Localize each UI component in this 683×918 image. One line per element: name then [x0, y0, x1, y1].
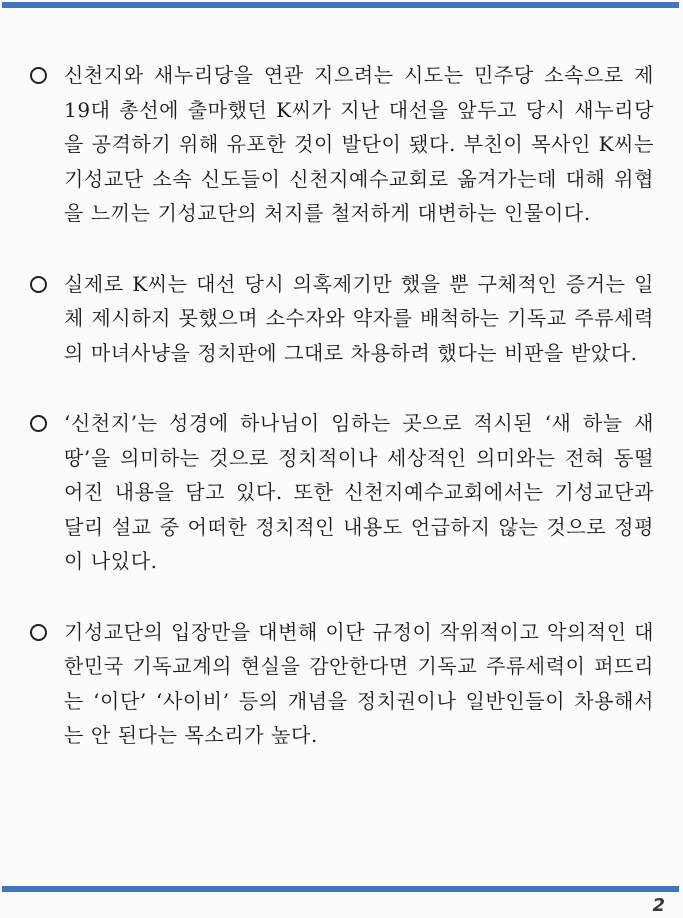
paragraph-text: ‘신천지’는 성경에 하나님이 임하는 곳으로 적시된 ‘새 하늘 새 땅’을 의미하는 것으로 정치적이나 세상적인 의미와는 전혀 동떨어진 내용을 담고 있다. 또한 신천지예수교회에서는 기성교단과 달리 설교 중 어떠한 정치적인 내용도 언급하지 않는 것으로 정평이 나있다.: [64, 411, 654, 573]
bullet-paragraph-1: [24, 58, 654, 231]
circle-bullet-icon: [30, 415, 47, 432]
circle-bullet-icon: [30, 67, 47, 84]
bullet-paragraph-3: [24, 406, 654, 579]
top-rule: [2, 2, 679, 8]
bottom-rule: [2, 886, 679, 892]
circle-bullet-icon: [30, 276, 47, 293]
bullet-paragraph-4: [24, 615, 654, 753]
page-number: 2: [652, 895, 665, 916]
paragraph-text: 기성교단의 입장만을 대변해 이단 규정이 작위적이고 악의적인 대한민국 기독교계의 현실을 감안한다면 기독교 주류세력이 퍼뜨리는 ‘이단’ ‘사이비’ 등의 개념을 정치권이나 일반인들이 차용해서는 안 된다는 목소리가 높다.: [64, 619, 654, 747]
document-body: [24, 58, 654, 753]
paragraph-text: 실제로 K씨는 대선 당시 의혹제기만 했을 뿐 구체적인 증거는 일체 제시하지 못했으며 소수자와 약자를 배척하는 기독교 주류세력의 마녀사냥을 정치판에 그대로 차용하려 했다는 비판을 받았다.: [64, 271, 654, 365]
bullet-paragraph-2: [24, 267, 654, 371]
paragraph-text: 신천지와 새누리당을 연관 지으려는 시도는 민주당 소속으로 제19대 총선에 출마했던 K씨가 지난 대선을 앞두고 당시 새누리당을 공격하기 위해 유포한 것이 발단이 됐다. 부친이 목사인 K씨는 기성교단 소속 신도들이 신천지예수교회로 옮겨가는데 대해 위협을 느끼는 기성교단의 처지를 철저하게 대변하는 인물이다.: [64, 63, 654, 225]
circle-bullet-icon: [30, 624, 47, 641]
